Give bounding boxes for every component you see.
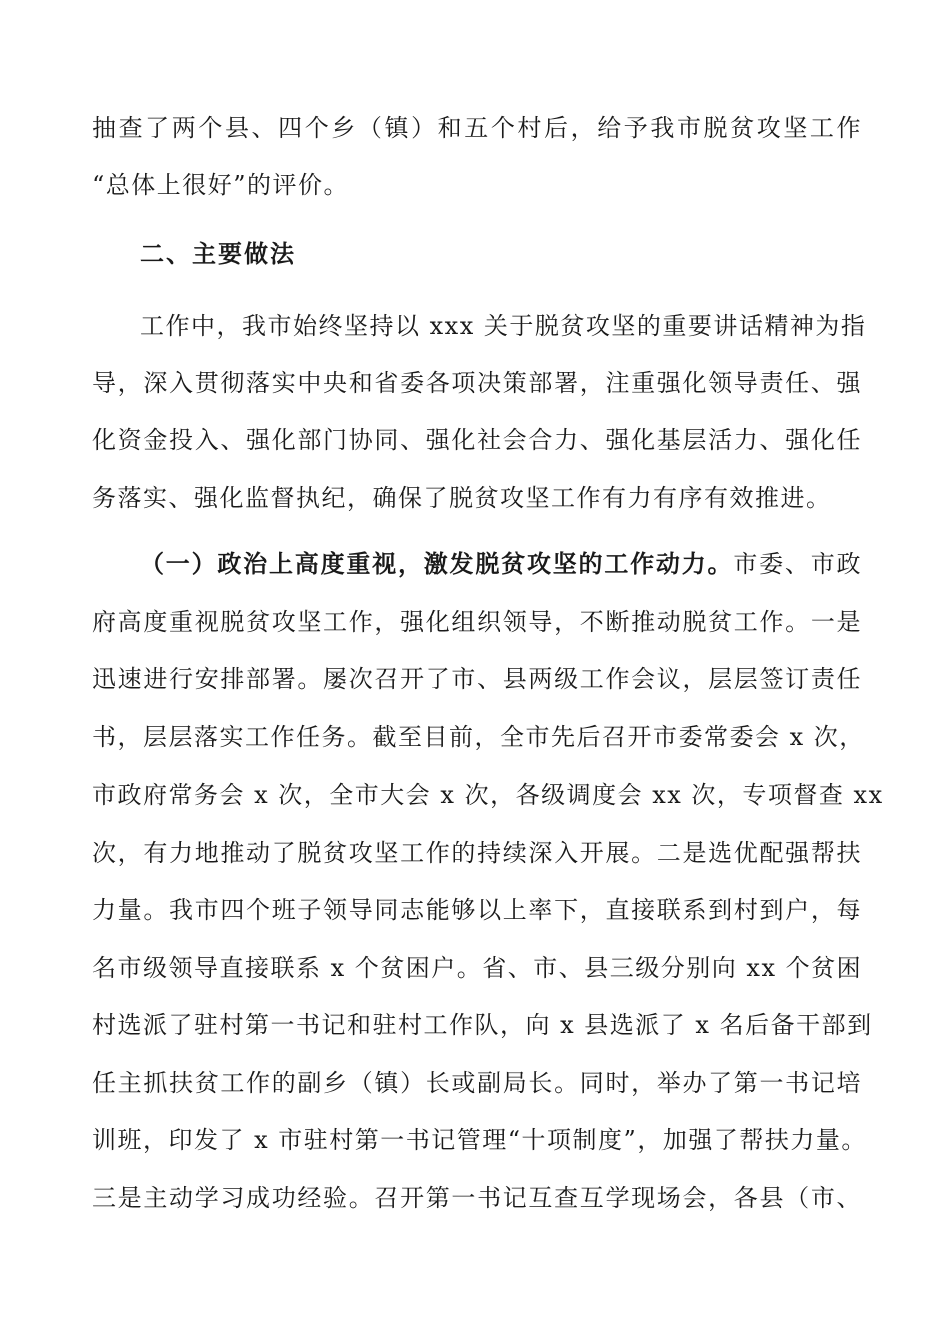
paragraph-line: 训班，印发了 x 市驻村第一书记管理“十项制度”，加强了帮扶力量。 [92,1126,867,1154]
paragraph-line: 三是主动学习成功经验。召开第一书记互查互学现场会，各县（市、 [92,1184,862,1212]
paragraph-line: 名市级领导直接联系 x 个贫困户。省、市、县三级分别向 xx 个贫困 [92,954,863,982]
paragraph-line: 次，有力地推动了脱贫攻坚工作的持续深入开展。二是选优配强帮扶 [92,839,862,867]
paragraph-line: 村选派了驻村第一书记和驻村工作队，向 x 县选派了 x 名后备干部到 [92,1011,873,1039]
paragraph-line: 任主抓扶贫工作的副乡（镇）长或副局长。同时，举办了第一书记培 [92,1069,862,1097]
paragraph-line: 力量。我市四个班子领导同志能够以上率下，直接联系到村到户，每 [92,896,862,924]
section-heading: 二、主要做法 [140,240,296,268]
paragraph-line: 导，深入贯彻落实中央和省委各项决策部署，注重强化领导责任、强 [92,369,862,397]
paragraph-line: 市政府常务会 x 次，全市大会 x 次，各级调度会 xx 次，专项督查 xx [92,781,884,809]
paragraph-line: 书，层层落实工作任务。截至目前，全市先后召开市委常委会 x 次， [92,723,865,751]
paragraph-line: 工作中，我市始终坚持以 xxx 关于脱贫攻坚的重要讲话精神为指 [140,312,867,340]
paragraph-line: 抽查了两个县、四个乡（镇）和五个村后，给予我市脱贫攻坚工作 [92,114,862,142]
paragraph-line: 迅速进行安排部署。屡次召开了市、县两级工作会议，层层签订责任 [92,665,862,693]
paragraph-line: 化资金投入、强化部门协同、强化社会合力、强化基层活力、强化任 [92,426,862,454]
subsection-heading: （一）政治上高度重视，激发脱贫攻坚的工作动力。 [140,550,734,578]
paragraph-line: 务落实、强化监督执纪，确保了脱贫攻坚工作有力有序有效推进。 [92,484,832,512]
subsection-line [140,548,862,580]
subsection-text: 市委、市政 [733,550,863,578]
paragraph-line: “总体上很好”的评价。 [92,171,350,199]
paragraph-line: 府高度重视脱贫攻坚工作，强化组织领导，不断推动脱贫工作。一是 [92,608,862,636]
